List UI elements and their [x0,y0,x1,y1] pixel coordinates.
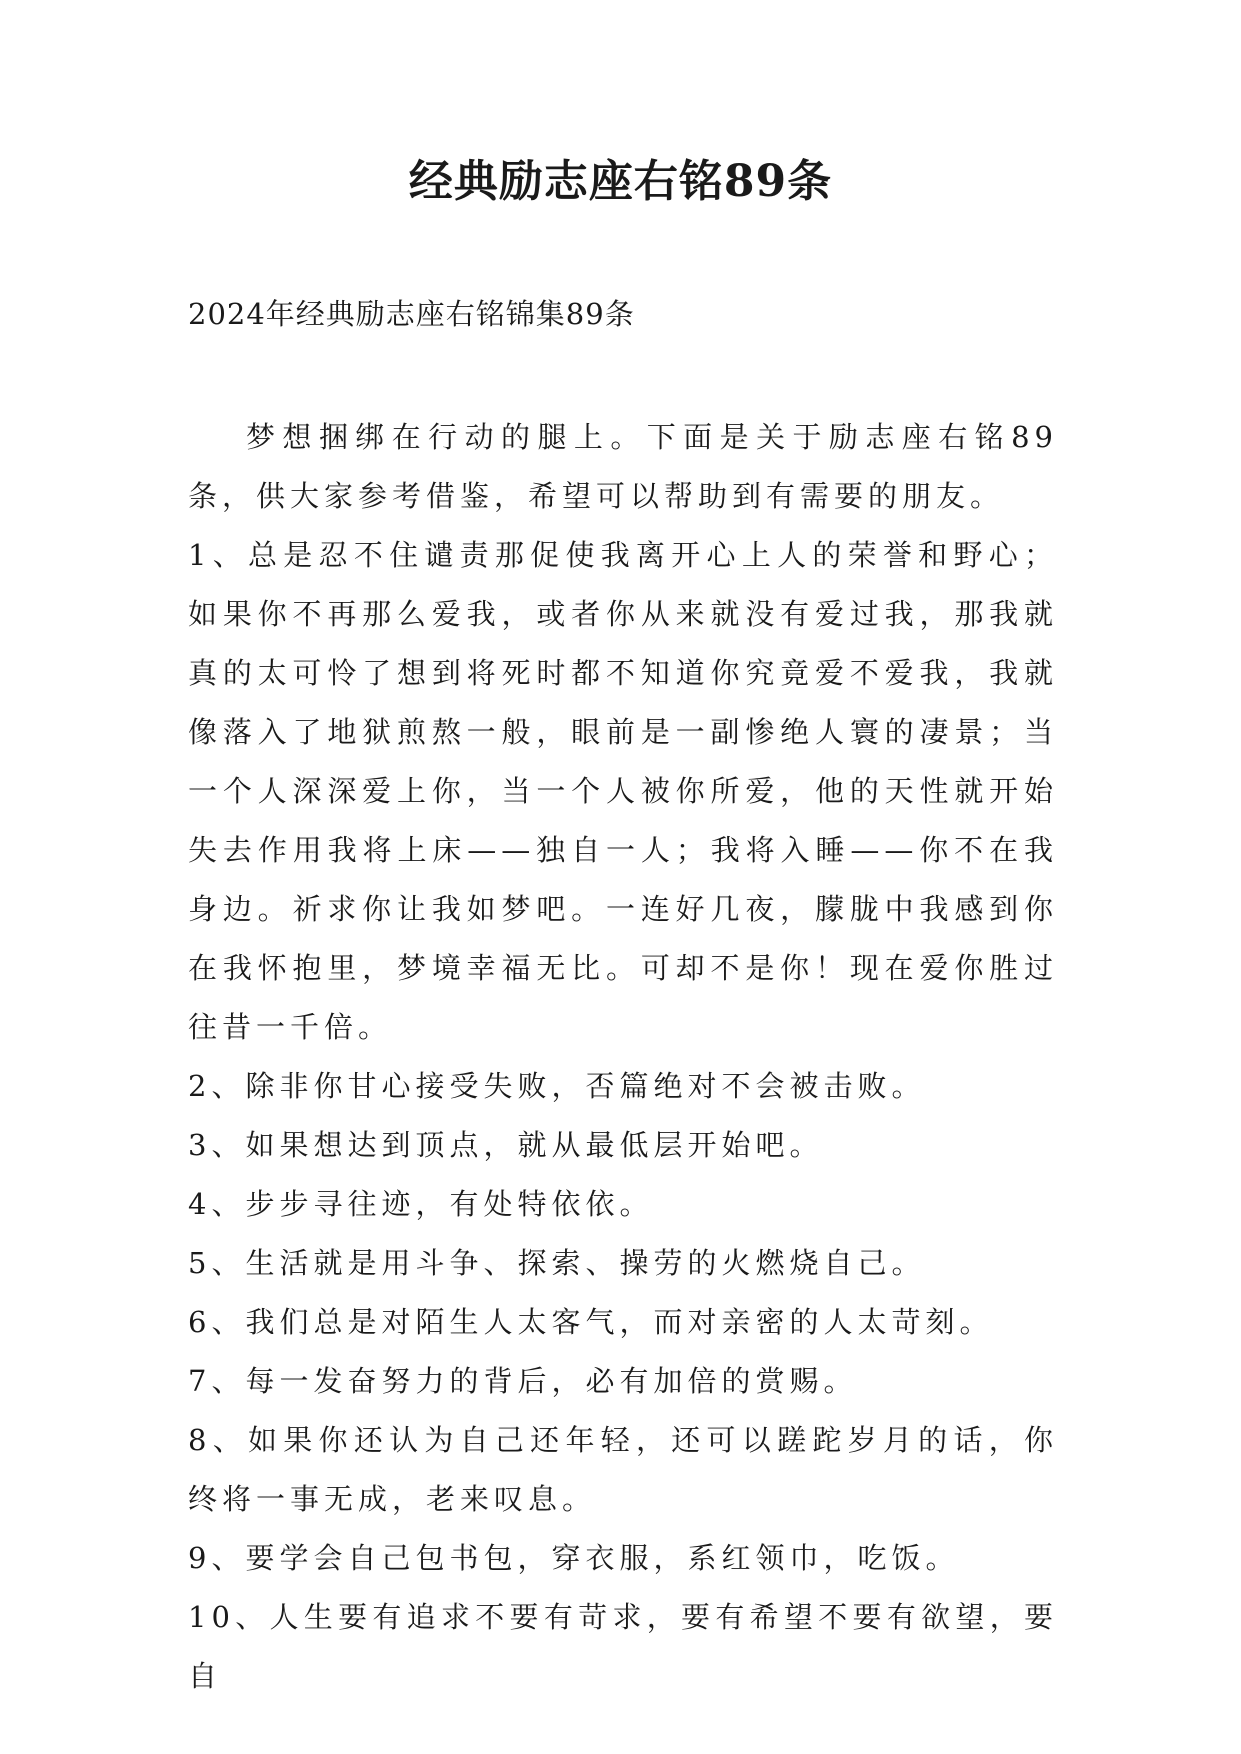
list-item: 3、如果想达到顶点，就从最低层开始吧。 [188,1128,824,1162]
list-item: 10、人生要有追求不要有苛求，要有希望不要有欲望，要自 [188,1600,1058,1693]
list-item: 6、我们总是对陌生人太客气，而对亲密的人太苛刻。 [188,1305,994,1339]
list-item: 7、每一发奋努力的背后，必有加倍的赏赐。 [188,1364,858,1398]
list-item: 2、除非你甘心接受失败，否篇绝对不会被击败。 [188,1069,926,1103]
list-item: 5、生活就是用斗争、探索、操劳的火燃烧自己。 [188,1246,926,1280]
list-item: 9、要学会自己包书包，穿衣服，系红领巾，吃饭。 [188,1541,960,1575]
document-subtitle: 2024年经典励志座右铭锦集89条 [188,297,635,331]
intro-paragraph: 梦想捆绑在行动的腿上。下面是关于励志座右铭89条，供大家参考借鉴，希望可以帮助到有需要的朋友。 [188,420,1058,513]
list-item: 8、如果你还认为自己还年轻，还可以蹉跎岁月的话，你终将一事无成，老来叹息。 [188,1423,1058,1516]
document-title: 经典励志座右铭89条 [408,156,833,207]
list-item: 4、步步寻往迹，有处特依依。 [188,1187,654,1221]
document-body [188,408,1058,1706]
list-item: 1、总是忍不住谴责那促使我离开心上人的荣誉和野心；如果你不再那么爱我，或者你从来就没有爱过我，那我就真的太可怜了想到将死时都不知道你究竟爱不爱我，我就像落入了地狱煎熬一般，眼前是一副惨绝人寰的凄景；当一个人深深爱上你，当一个人被你所爱，他的天性就开始失去作用我将上床——独自一人；我将入睡——你不在我身边。祈求你让我如梦吧。一连好几夜，朦胧中我感到你在我怀抱里，梦境幸福无比。可却不是你！现在爱你胜过往昔一千倍。 [188,538,1058,1044]
